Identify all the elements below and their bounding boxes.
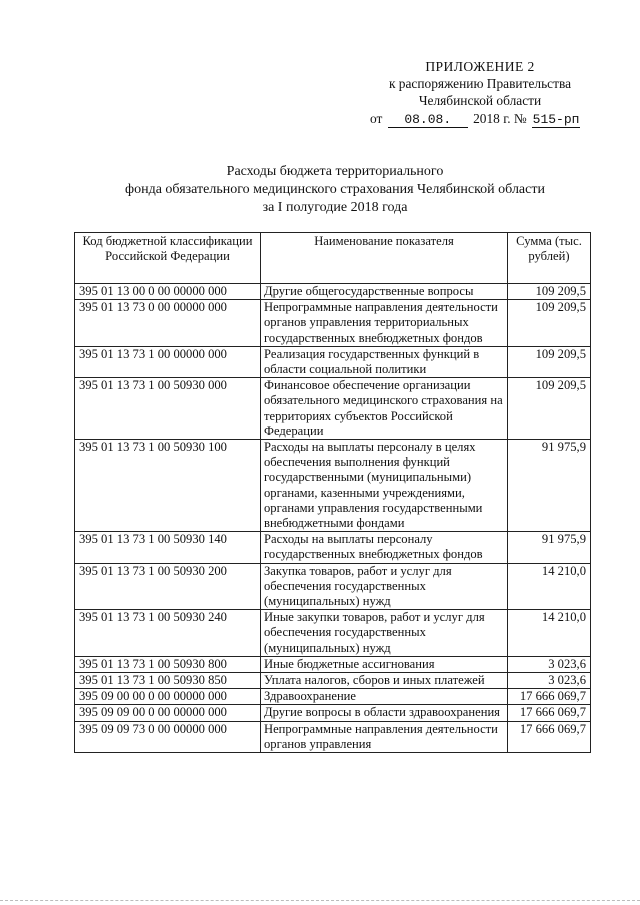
title-line-2: фонда обязательного медицинского страхования Челябинской области — [125, 182, 545, 197]
name-cell: Уплата налогов, сборов и иных платежей — [261, 673, 508, 689]
name-cell: Расходы на выплаты персоналу государственных внебюджетных фондов — [261, 532, 508, 563]
table-body — [75, 284, 591, 753]
sum-cell: 109 209,5 — [508, 300, 591, 347]
name-cell: Здравоохранение — [261, 689, 508, 705]
table-row — [75, 300, 591, 347]
name-cell: Финансовое обеспечение организации обязательного медицинского страхования на территориях субъектов Российской Федерации — [261, 378, 508, 440]
code-cell: 395 01 13 73 1 00 50930 000 — [75, 378, 261, 440]
sum-cell: 109 209,5 — [508, 346, 591, 377]
name-cell: Расходы на выплаты персоналу в целях обеспечения выполнения функций государственными (муниципальными) органами, казенными учреждениями, органами управления государственными внебюджетными фондами — [261, 440, 508, 532]
sum-cell: 91 975,9 — [508, 532, 591, 563]
page-bottom-rule — [0, 900, 640, 902]
table-row — [75, 721, 591, 752]
sum-cell: 109 209,5 — [508, 284, 591, 300]
header-name: Наименование показателя — [261, 233, 508, 284]
order-reference — [370, 110, 580, 128]
table-row — [75, 673, 591, 689]
sum-cell: 14 210,0 — [508, 563, 591, 610]
appendix-line-2: Челябинской области — [418, 93, 542, 108]
table-row — [75, 656, 591, 672]
year-suffix: 2018 г. № — [473, 111, 527, 126]
name-cell: Закупка товаров, работ и услуг для обеспечения государственных (муниципальных) нужд — [261, 563, 508, 610]
table-row — [75, 705, 591, 721]
name-cell: Другие вопросы в области здравоохранения — [261, 705, 508, 721]
table-row — [75, 532, 591, 563]
table-row — [75, 284, 591, 300]
code-cell: 395 09 00 00 0 00 00000 000 — [75, 689, 261, 705]
code-cell: 395 09 09 00 0 00 00000 000 — [75, 705, 261, 721]
name-cell: Иные бюджетные ассигнования — [261, 656, 508, 672]
code-cell: 395 01 13 73 1 00 50930 240 — [75, 610, 261, 657]
appendix-title: ПРИЛОЖЕНИЕ 2 — [425, 59, 535, 74]
code-cell: 395 01 13 73 1 00 50930 200 — [75, 563, 261, 610]
code-cell: 395 01 13 73 1 00 50930 850 — [75, 673, 261, 689]
order-number: 515-рп — [532, 112, 580, 127]
code-cell: 395 01 13 73 1 00 50930 140 — [75, 532, 261, 563]
name-cell: Непрограммные направления деятельности органов управления — [261, 721, 508, 752]
title-line-1: Расходы бюджета территориального — [226, 164, 444, 179]
sum-cell: 17 666 069,7 — [508, 705, 591, 721]
header-sum: Сумма (тыс. рублей) — [508, 233, 591, 284]
header-code: Код бюджетной классификации Российской Федерации — [75, 233, 261, 284]
table-row — [75, 346, 591, 377]
date-prefix: от — [370, 111, 383, 126]
sum-cell: 17 666 069,7 — [508, 689, 591, 705]
name-cell: Реализация государственных функций в области социальной политики — [261, 346, 508, 377]
code-cell: 395 01 13 73 1 00 50930 100 — [75, 440, 261, 532]
appendix-header — [340, 58, 620, 109]
sum-cell: 17 666 069,7 — [508, 721, 591, 752]
table-row — [75, 563, 591, 610]
code-cell: 395 01 13 73 1 00 00000 000 — [75, 346, 261, 377]
document-title — [90, 163, 580, 217]
budget-table-container — [74, 232, 590, 753]
code-cell: 395 09 09 73 0 00 00000 000 — [75, 721, 261, 752]
table-row — [75, 610, 591, 657]
budget-table — [74, 232, 591, 753]
table-row — [75, 440, 591, 532]
sum-cell: 3 023,6 — [508, 673, 591, 689]
table-header-row — [75, 233, 591, 284]
table-row — [75, 378, 591, 440]
code-cell: 395 01 13 00 0 00 00000 000 — [75, 284, 261, 300]
title-line-3: за I полугодие 2018 года — [262, 200, 408, 215]
sum-cell: 3 023,6 — [508, 656, 591, 672]
sum-cell: 109 209,5 — [508, 378, 591, 440]
name-cell: Другие общегосударственные вопросы — [261, 284, 508, 300]
code-cell: 395 01 13 73 0 00 00000 000 — [75, 300, 261, 347]
sum-cell: 91 975,9 — [508, 440, 591, 532]
order-date: 08.08. — [388, 113, 468, 128]
appendix-line-1: к распоряжению Правительства — [388, 76, 572, 91]
code-cell: 395 01 13 73 1 00 50930 800 — [75, 656, 261, 672]
table-row — [75, 689, 591, 705]
name-cell: Иные закупки товаров, работ и услуг для обеспечения государственных (муниципальных) нужд — [261, 610, 508, 657]
sum-cell: 14 210,0 — [508, 610, 591, 657]
name-cell: Непрограммные направления деятельности органов управления территориальных государственных внебюджетных фондов — [261, 300, 508, 347]
